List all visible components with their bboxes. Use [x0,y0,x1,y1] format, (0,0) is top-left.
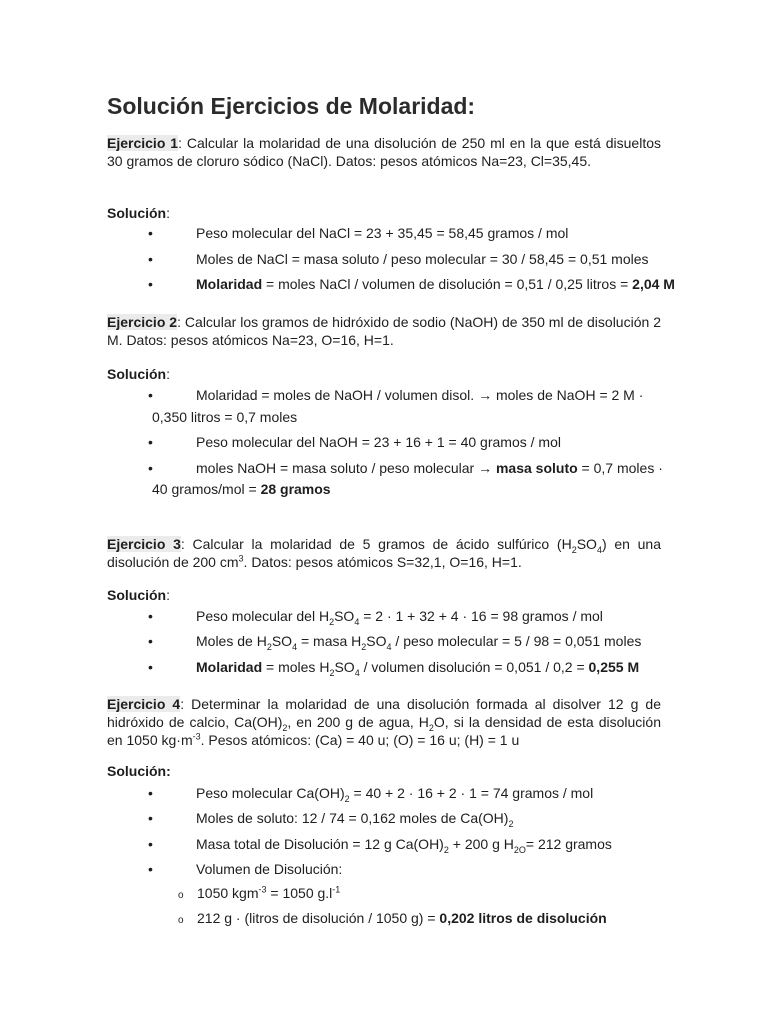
bullet-icon: • [148,276,153,292]
exercise-4-label: Ejercicio 4 [107,696,181,712]
exercise-1-solution-heading: Solución: [107,205,171,221]
bullet-icon: • [148,836,153,852]
exercise-1-result: 2,04 M [632,276,675,292]
exercise-3-solution-heading: Solución: [107,587,171,603]
exercise-4-result: 0,202 litros de disolución [439,910,607,926]
exercise-3-item-3: Molaridad = moles $H_2SO_4$ / volumen disolución = 0,051 / 0,2 = 0,255 M [196,659,640,678]
exercise-4-item-2: Moles de soluto: 12 / 74 = 0,162 moles de $Ca(OH)_2$ [196,810,514,829]
exercise-2-item-1-cont: 0,350 litros = 0,7 moles [152,409,298,425]
exercise-4-subitem-1: 1050 kgm$^{-3}$ = 1050 $g.l^{-1}$ [197,884,341,901]
bullet-icon: • [148,434,153,450]
bullet-icon: • [148,861,153,877]
exercise-1-label: Ejercicio 1 [107,135,179,151]
exercise-3-item-1: Peso molecular del $H_2SO_4 = 2 \cdot 1 + 32 + 4 \cdot 16 = 98$ gramos / mol [196,608,603,627]
bullet-icon: • [148,251,153,267]
exercise-2-solution-heading: Solución: [107,366,171,382]
exercise-1-item-3: Molaridad = moles NaCl / volumen de disolución = 0,51 / 0,25 litros = 2,04 M [196,276,675,292]
exercise-2-statement: Ejercicio 2: Calcular los gramos de hidróxido de sodio (NaOH) de 350 ml de disolución 2 M. Datos: pesos atómicos Na=23, O=16, H=1. [107,314,661,348]
bullet-icon: • [148,785,153,801]
exercise-3-result: 0,255 M [588,659,640,675]
bullet-icon: • [148,659,153,675]
exercise-2-result: 28 gramos [260,481,331,497]
bullet-icon: • [148,460,153,476]
exercise-4-subitem-2: 212 g · (litros de disolución / 1050 g) = 0,202 litros de disolución [197,910,607,926]
exercise-3-statement: Ejercicio 3: Calcular la molaridad de 5 gramos de ácido sulfúrico $(H_2SO_4)$ en una disolución de 200 $cm^3$. Datos: pesos atómicos S=32,1, O=16, H=1. [107,536,661,570]
exercise-2-item-3-cont: 40 gramos/mol = 28 gramos [152,481,331,497]
exercise-3-item-2: Moles de $H_2SO_4$ = masa $H_2SO_4$ / peso molecular = 5 / 98 = 0,051 moles [196,633,642,652]
exercise-4-item-1: Peso molecular $Ca(OH)_2 = 40 + 2 \cdot 16 + 2 \cdot 1 = 74$ gramos / mol [196,785,594,804]
sub-bullet-icon: o [178,890,184,901]
page-title: Solución Ejercicios de Molaridad: [107,93,476,119]
exercise-2-item-3: moles NaOH = masa soluto / peso molecular → masa soluto = 0,7 moles · [196,460,663,476]
exercise-2-item-2: Peso molecular del NaOH = 23 + 16 + 1 = 40 gramos / mol [196,434,561,450]
exercise-4-statement: Ejercicio 4: Determinar la molaridad de una disolución formada al disolver 12 g de hidróxido de calcio, $Ca(OH)_2$, en 200 g de agua, $H_2O$, si la densidad de esta disolución en 1050 $kg\cdot m^{-3}$. Pesos atómicos: (Ca) = 40 u; (O) = 16 u; (H) = 1 u [107,696,661,748]
exercise-2-item-1: Molaridad = moles de NaOH / volumen disol. → moles de NaOH = 2 M · [196,387,644,403]
exercise-3-label: Ejercicio 3 [107,536,181,552]
bullet-icon: • [148,387,153,403]
exercise-1-statement: Ejercicio 1: Calcular la molaridad de una disolución de 250 ml en la que está disueltos 30 gramos de cloruro sódico (NaCl). Datos: pesos atómicos Na=23, Cl=35,45. [107,135,661,169]
sub-bullet-icon: o [178,915,184,926]
exercise-2-label: Ejercicio 2 [107,314,178,330]
bullet-icon: • [148,810,153,826]
bullet-icon: • [148,633,153,649]
exercise-4-solution-heading: Solución: [107,763,171,779]
bullet-icon: • [148,225,153,241]
exercise-1-item-1: Peso molecular del NaCl = 23 + 35,45 = 58,45 gramos / mol [196,225,569,241]
exercise-1-item-2: Moles de NaCl = masa soluto / peso molecular = 30 / 58,45 = 0,51 moles [196,251,649,267]
exercise-4-item-4: Volumen de Disolución: [196,861,343,877]
bullet-icon: • [148,608,153,624]
exercise-4-item-3: Masa total de Disolución = 12 g $Ca(OH)_2 + 200$ g $H_{2O}= 212$ gramos [196,836,612,855]
